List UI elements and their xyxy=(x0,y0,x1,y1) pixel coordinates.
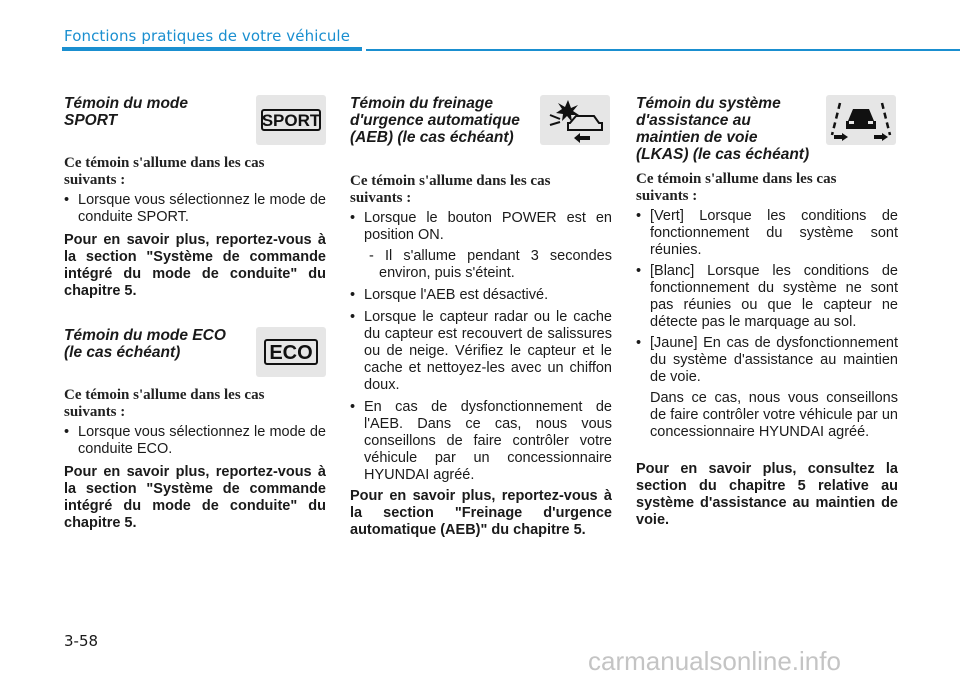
sport-indicator-icon xyxy=(256,95,326,145)
watermark: carmanualsonline.info xyxy=(588,646,841,676)
eco-note: Pour en savoir plus, reportez-vous à la section "Système de commande intégré du mode de conduite" du chapitre 5. xyxy=(64,464,326,531)
eco-bullet-1: • Lorsque vous sélectionnez le mode de conduite ECO. xyxy=(64,424,326,458)
sport-section xyxy=(64,95,326,299)
section-header-title: Fonctions pratiques de votre véhicule xyxy=(64,27,351,45)
lkas-intro: Ce témoin s'allume dans les cas suivants : xyxy=(636,171,837,204)
lkas-section xyxy=(636,95,898,528)
lkas-bullet-white: • [Blanc] Lorsque les conditions de fonctionnement du système ne sont pas réunies ou que le capteur ne détecte pas le marquage au sol. xyxy=(636,263,898,331)
lkas-advice: Dans ce cas, nous vous conseillons de faire contrôler votre véhicule par un concessionnaire HYUNDAI agréé. xyxy=(650,390,898,440)
aeb-bullet-4: • En cas de dysfonctionnement de l'AEB. Dans ce cas, nous vous conseillons de faire contrôler votre véhicule par un concessionnaire HYUNDAI agréé. xyxy=(350,399,612,484)
aeb-bullet-1: • Lorsque le bouton POWER est en position ON. xyxy=(350,210,612,244)
aeb-sub-bullet: - Il s'allume pendant 3 secondes environ, puis s'éteint. xyxy=(369,248,612,281)
sport-intro: Ce témoin s'allume dans les cas suivants : xyxy=(64,155,265,188)
aeb-bullet-3: • Lorsque le capteur radar ou le cache du capteur est recouvert de salissures ou de neige. Vérifiez le capteur et le cache et nettoyez-les avec un chiffon doux. xyxy=(350,309,612,394)
aeb-note: Pour en savoir plus, reportez-vous à la section "Freinage d'urgence automatique (AEB)" du chapitre 5. xyxy=(350,488,612,538)
aeb-bullet-2: • Lorsque l'AEB est désactivé. xyxy=(350,287,612,304)
header-accent-bar xyxy=(62,47,362,51)
aeb-intro: Ce témoin s'allume dans les cas suivants : xyxy=(350,173,551,206)
lkas-bullet-green: • [Vert] Lorsque les conditions de fonctionnement du système sont réunies. xyxy=(636,208,898,259)
eco-title: Témoin du mode ECO (le cas échéant) xyxy=(64,327,226,361)
eco-section xyxy=(64,327,326,531)
sport-note: Pour en savoir plus, reportez-vous à la section "Système de commande intégré du mode de conduite" du chapitre 5. xyxy=(64,232,326,299)
sport-bullet-1: • Lorsque vous sélectionnez le mode de conduite SPORT. xyxy=(64,192,326,226)
eco-indicator-icon xyxy=(256,327,326,377)
aeb-title: Témoin du freinage d'urgence automatique (AEB) (le cas échéant) xyxy=(350,95,520,146)
lkas-title: Témoin du système d'assistance au maintien de voie (LKAS) (le cas échéant) xyxy=(636,95,810,163)
header-rule xyxy=(366,49,960,51)
page-number: 3-58 xyxy=(64,632,99,650)
aeb-section xyxy=(350,95,612,538)
lkas-note: Pour en savoir plus, consultez la section du chapitre 5 relative au système d'assistance au maintien de voie. xyxy=(636,461,898,528)
sport-title: Témoin du mode SPORT xyxy=(64,95,188,129)
lkas-bullet-yellow: • [Jaune] En cas de dysfonctionnement du système d'assistance au maintien de voie. xyxy=(636,335,898,386)
aeb-warning-icon xyxy=(540,95,610,145)
sport-icon-label: SPORT xyxy=(261,111,321,130)
eco-intro: Ce témoin s'allume dans les cas suivants : xyxy=(64,387,265,420)
eco-icon-label: ECO xyxy=(269,342,313,364)
lane-keeping-icon xyxy=(826,95,896,145)
